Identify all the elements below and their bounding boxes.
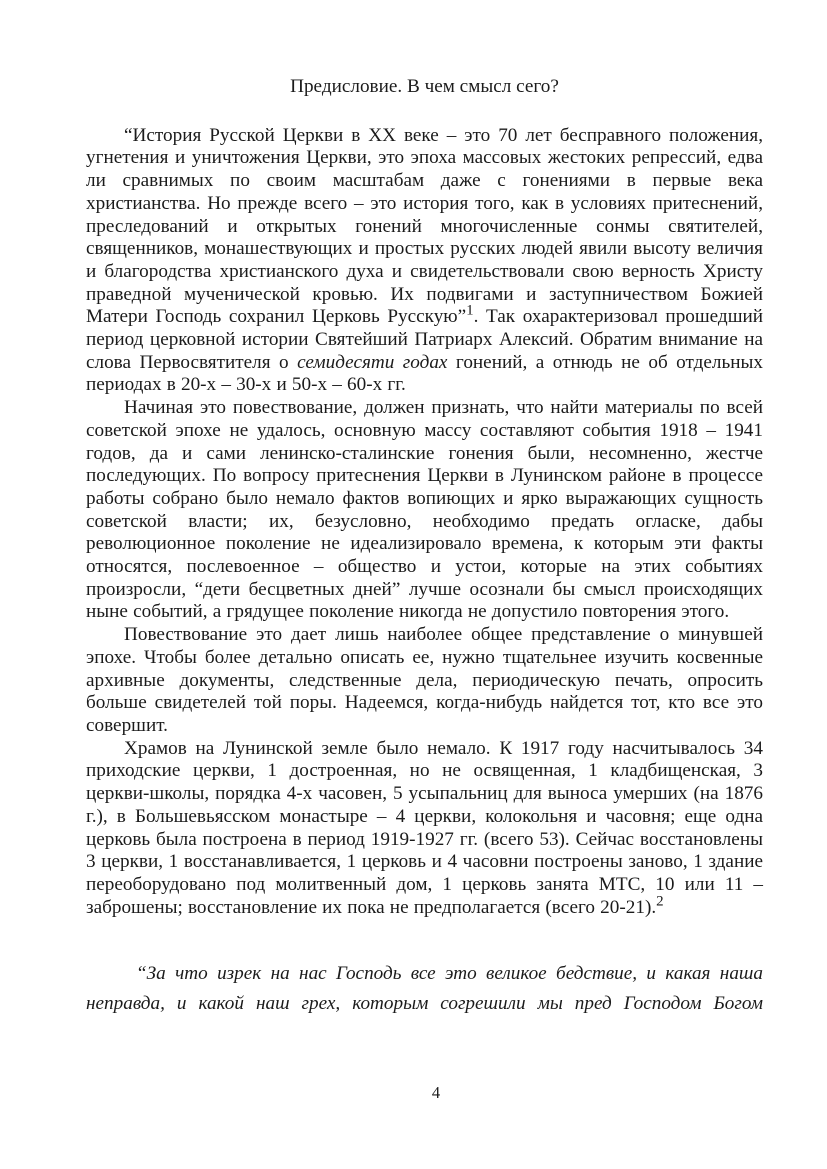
- text-run: Храмов на Лунинской земле было немало. К 1917 году насчитывалось 34 приходские церкви, 1 достроенная, но не освященная, 1 кладбищенская, 3 церкви-школы, порядка 4-х часовен, 5 усыпальниц для выноса умерших (на 1876 г.), в Большевьясском монастыре – 4 церкви, колокольня и часовня; еще одна церковь была построена в период 1919-1927 гг. (всего 53). Сейчас восстановлены 3 церкви, 1 восстанавливается, 1 церковь и 4 часовни построены заново, 1 здание переоборудовано под молитвенный дом, 1 церковь занята МТС, 10 или 11 – заброшены; восстановление их пока не предполагается (всего 20-21).: [86, 737, 763, 918]
- document-title: Предисловие. В чем смысл сего?: [290, 76, 559, 97]
- text-run: гонений, а отнюдь не об отдельных периодах в 20-х – 30-х и 50-х – 60-х гг.: [86, 351, 764, 396]
- document-body: [86, 125, 763, 1019]
- text-run: Повествование это дает лишь наиболее общее представление о минувшей эпохе. Чтобы более детально описать ее, нужно тщательнее изучить косвенные архивные документы, следственные дела, периодическую печать, опросить больше свидетелей той поры. Надеемся, когда-нибудь найдется тот, кто все это совершит.: [86, 624, 763, 736]
- emphasized-text-run: “За что изрек на нас Господь все это великое бедствие, и какая наша неправда, и какой наш грех, которым согрешили мы пред Господом Богом: [86, 963, 763, 1014]
- footnote-paragraph: [86, 959, 763, 1018]
- footnote-reference: 2: [656, 893, 664, 910]
- paragraph-4: [86, 738, 763, 920]
- paragraph-1: [86, 125, 763, 397]
- text-run: Начиная это повествование, должен признать, что найти материалы по всей советской эпохе не удалось, основную массу составляют события 1918 – 1941 годов, да и сами ленинско-сталинские гонения были, несомненно, жестче последующих. По вопросу притеснения Церкви в Лунинском районе в процессе работы собрано было немало фактов вопиющих и ярко выражающих сущность советской власти; их, безусловно, необходимо предать огласке, дабы революционное поколение не идеализировало времена, к которым эти факты относятся, послевоенное – общество и устои, которые на этих событиях произросли, “дети бесцветных дней” лучше осознали бы смысл происходящих ныне событий, а грядущее поколение никогда не допустило повторения этого.: [86, 397, 763, 623]
- text-run: . Так охарактеризовал прошедший период церковной истории Святейший Патриарх Алексий. Обратим внимание на слова Первосвятителя о: [86, 306, 764, 373]
- footnote-reference: 1: [466, 302, 474, 319]
- emphasized-text-run: семидесяти годах: [297, 351, 448, 373]
- document-page: [86, 0, 763, 1169]
- paragraph-3: [86, 624, 763, 738]
- paragraph-2: [86, 397, 763, 624]
- text-run: “История Русской Церкви в XX веке – это 70 лет бесправного положения, угнетения и уничтожения Церкви, это эпоха массовых жестоких репрессий, едва ли сравнимых по своим масштабам даже с гонениями в первые века христианства. Но прежде всего – это история того, как в условиях притеснений, преследований и открытых гонений многочисленные сонмы святителей, священников, монашествующих и простых русских людей явили высоту величия и благородства христианского духа и свидетельствовали свою верность Христу праведной мученической кровью. Их подвигами и заступничеством Божией Матери Господь сохранил Церковь Русскую”: [86, 124, 763, 328]
- page-number: 4: [431, 1083, 441, 1102]
